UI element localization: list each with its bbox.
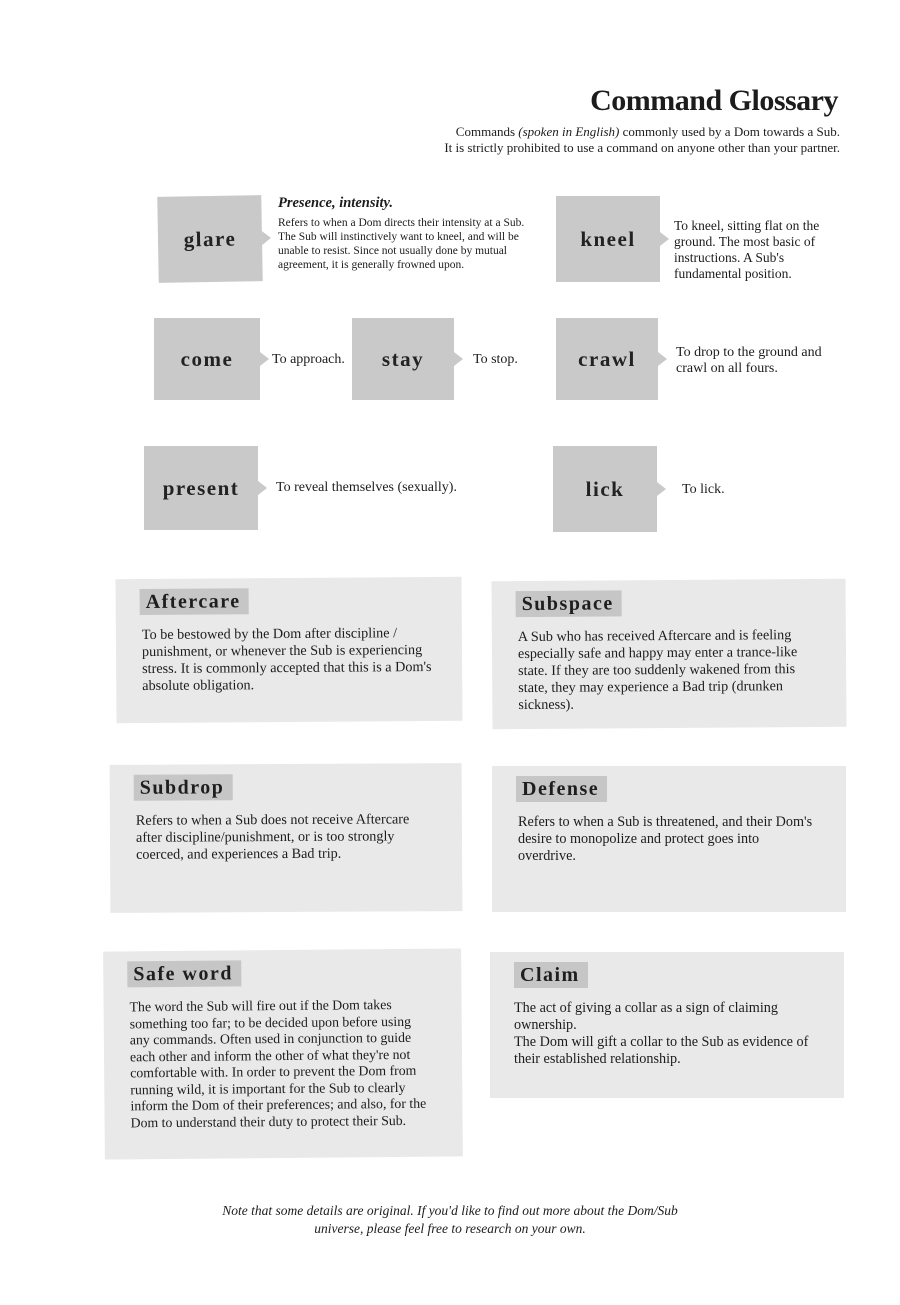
- intro-line-2: It is strictly prohibited to use a command on anyone other than your partner.: [444, 140, 840, 155]
- term-subdrop-text: Refers to when a Sub does not receive Aftercare after discipline/punishment, or is too strongly coerced, and experiences a Bad trip.: [135, 811, 410, 863]
- footer-note-line-1: Note that some details are original. If you'd like to find out more about the Dom/Sub: [222, 1203, 678, 1218]
- intro-text: [370, 124, 840, 156]
- footer-note-line-2: universe, please feel free to research on your own.: [314, 1221, 586, 1236]
- command-stay: [352, 318, 454, 400]
- term-claim-title: Claim: [514, 962, 588, 988]
- command-crawl: [556, 318, 658, 400]
- command-lick-label: lick: [585, 476, 625, 501]
- term-claim-text-line-2: The Dom will gift a collar to the Sub as evidence of their established relationship.: [514, 1034, 809, 1067]
- term-aftercare-title: Aftercare: [140, 588, 249, 615]
- footer-note: [0, 1202, 900, 1238]
- command-present-label: present: [162, 475, 240, 500]
- term-claim: [490, 952, 844, 1098]
- term-defense-title: Defense: [516, 776, 607, 802]
- term-subdrop: [110, 763, 463, 913]
- term-safe-word-title: Safe word: [127, 960, 241, 987]
- command-come-description: To approach.: [272, 352, 345, 367]
- term-aftercare-text: To be bestowed by the Dom after discipline / punishment, or whenever the Sub is experiencing stress. It is commonly accepted that this is a Dom's absolute obligation.: [141, 625, 432, 695]
- term-defense-text: Refers to when a Sub is threatened, and their Dom's desire to monopolize and protect goes into overdrive.: [518, 814, 813, 864]
- command-present: [144, 446, 258, 530]
- term-safe-word: [103, 948, 463, 1159]
- term-subspace: [491, 579, 846, 729]
- term-subspace-title: Subspace: [516, 590, 622, 617]
- command-come-label: come: [180, 346, 234, 371]
- command-stay-label: stay: [381, 346, 425, 371]
- command-stay-description: To stop.: [473, 352, 518, 367]
- command-lick-description: To lick.: [682, 482, 725, 497]
- term-claim-text: [514, 1000, 816, 1068]
- command-present-description: To reveal themselves (sexually).: [276, 480, 457, 495]
- command-glare: [157, 195, 262, 283]
- term-safe-word-text: The word the Sub will fire out if the Dom takes something too far; to be decided upon before using any commands. Often used in conjunction to guide each other and inform the other of what they're not comfortable with. In order to prevent the Dom from running wild, it is important for the Sub to clearly inform the Dom of their preferences; and also, for the Dom to understand their duty to protect their Sub.: [129, 997, 427, 1130]
- term-subdrop-title: Subdrop: [134, 774, 233, 801]
- command-glare-description: [278, 196, 534, 272]
- command-kneel-description: To kneel, sitting flat on the ground. The most basic of instructions. A Sub's fundamental position.: [674, 218, 820, 281]
- command-glare-heading: Presence, intensity.: [278, 195, 394, 211]
- command-lick: [553, 446, 657, 532]
- command-kneel-label: kneel: [580, 226, 636, 251]
- page-title: Command Glossary: [590, 84, 838, 117]
- term-claim-text-line-1: The act of giving a collar as a sign of claiming ownership.: [514, 1000, 778, 1033]
- command-crawl-description: To drop to the ground and crawl on all fours.: [676, 345, 822, 376]
- term-aftercare: [116, 577, 463, 723]
- command-come: [154, 318, 260, 400]
- command-crawl-label: crawl: [578, 346, 636, 371]
- intro-line-1: Commands (spoken in English) commonly used by a Dom towards a Sub.: [455, 124, 840, 139]
- command-kneel: [556, 196, 660, 282]
- command-glare-label: glare: [183, 226, 237, 251]
- term-defense: [492, 766, 846, 912]
- term-subspace-text: A Sub who has received Aftercare and is feeling especially safe and happy may enter a trance-like state. If they are too suddenly wakened from this state, they may experience a Bad trip (drunken sickness).: [517, 627, 798, 714]
- command-glare-text: Refers to when a Dom directs their intensity at a Sub. The Sub will instinctively want to kneel, and will be unable to resist. Since not usually done by mutual agreement, it is generally frowned upon.: [278, 217, 525, 271]
